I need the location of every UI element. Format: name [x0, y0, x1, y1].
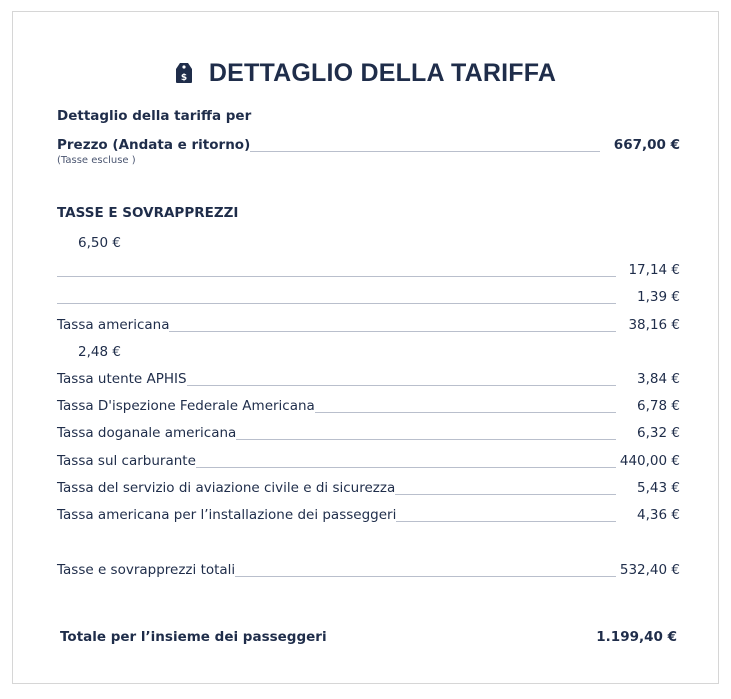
tax-row	[57, 504, 680, 524]
price-note: (Tasse escluse )	[57, 155, 136, 166]
taxes-total-value: 532,40 €	[619, 562, 680, 578]
leader-line	[196, 467, 616, 468]
grand-total-label: Totale per l’insieme dei passeggeri	[60, 629, 327, 645]
taxes-total-label: Tasse e sovrapprezzi totali	[57, 562, 236, 578]
page-title: DETTAGLIO DELLA TARIFFA	[208, 58, 557, 87]
leader-line	[395, 494, 616, 495]
tax-value: 38,16 €	[628, 316, 680, 333]
tax-value: 5,43 €	[637, 479, 680, 496]
leader-line	[187, 385, 616, 386]
leader-line	[236, 439, 616, 440]
tax-row	[57, 395, 680, 415]
tax-label: Tassa D'ispezione Federale Americana	[57, 398, 315, 415]
tax-row	[57, 477, 680, 497]
fare-detail-panel	[12, 11, 719, 684]
tax-row	[57, 341, 680, 361]
tax-row	[57, 286, 680, 306]
tax-value: 440,00 €	[619, 452, 680, 469]
tax-label: Tassa del servizio di aviazione civile e di sicurezza	[57, 479, 396, 496]
tax-value: 6,78 €	[637, 398, 680, 415]
price-label: Prezzo (Andata e ritorno)	[57, 137, 251, 153]
grand-total-row	[60, 626, 677, 646]
tax-label: Tassa americana	[57, 316, 170, 333]
fare-section-label: Dettaglio della tariffa per	[57, 108, 252, 124]
taxes-heading: TASSE E SOVRAPPREZZI	[57, 205, 239, 221]
tax-value: 6,50 €	[78, 235, 121, 251]
taxes-total-row	[57, 559, 680, 579]
tax-label: Tassa utente APHIS	[57, 371, 187, 387]
tax-row	[57, 314, 680, 334]
tax-value: 2,48 €	[78, 343, 121, 360]
price-value: 667,00 €	[613, 137, 680, 153]
tax-row	[57, 259, 680, 279]
tax-value: 4,36 €	[637, 507, 680, 523]
leader-line	[250, 151, 600, 152]
tax-value: 6,32 €	[637, 425, 680, 442]
tax-label: Tassa doganale americana	[57, 425, 237, 442]
leader-line	[235, 576, 616, 577]
price-row	[57, 134, 680, 154]
leader-line	[57, 276, 616, 277]
leader-line	[396, 521, 616, 522]
leader-line	[315, 412, 616, 413]
tax-row	[57, 368, 680, 388]
leader-line	[57, 303, 616, 304]
leader-line	[169, 331, 616, 332]
price-tag-icon	[175, 62, 193, 84]
tax-row	[57, 450, 680, 470]
tax-label: Tassa sul carburante	[57, 452, 196, 469]
tax-value: 1,39 €	[637, 289, 680, 306]
grand-total-value: 1.199,40 €	[596, 629, 677, 645]
tax-value: 3,84 €	[637, 371, 680, 387]
tax-value: 17,14 €	[628, 262, 680, 279]
tax-label: Tassa americana per l’installazione dei passeggeri	[57, 507, 397, 523]
tax-row	[57, 422, 680, 442]
svg-text:$: $	[180, 73, 188, 83]
fare-detail-header	[13, 56, 718, 90]
tax-row	[57, 232, 680, 252]
